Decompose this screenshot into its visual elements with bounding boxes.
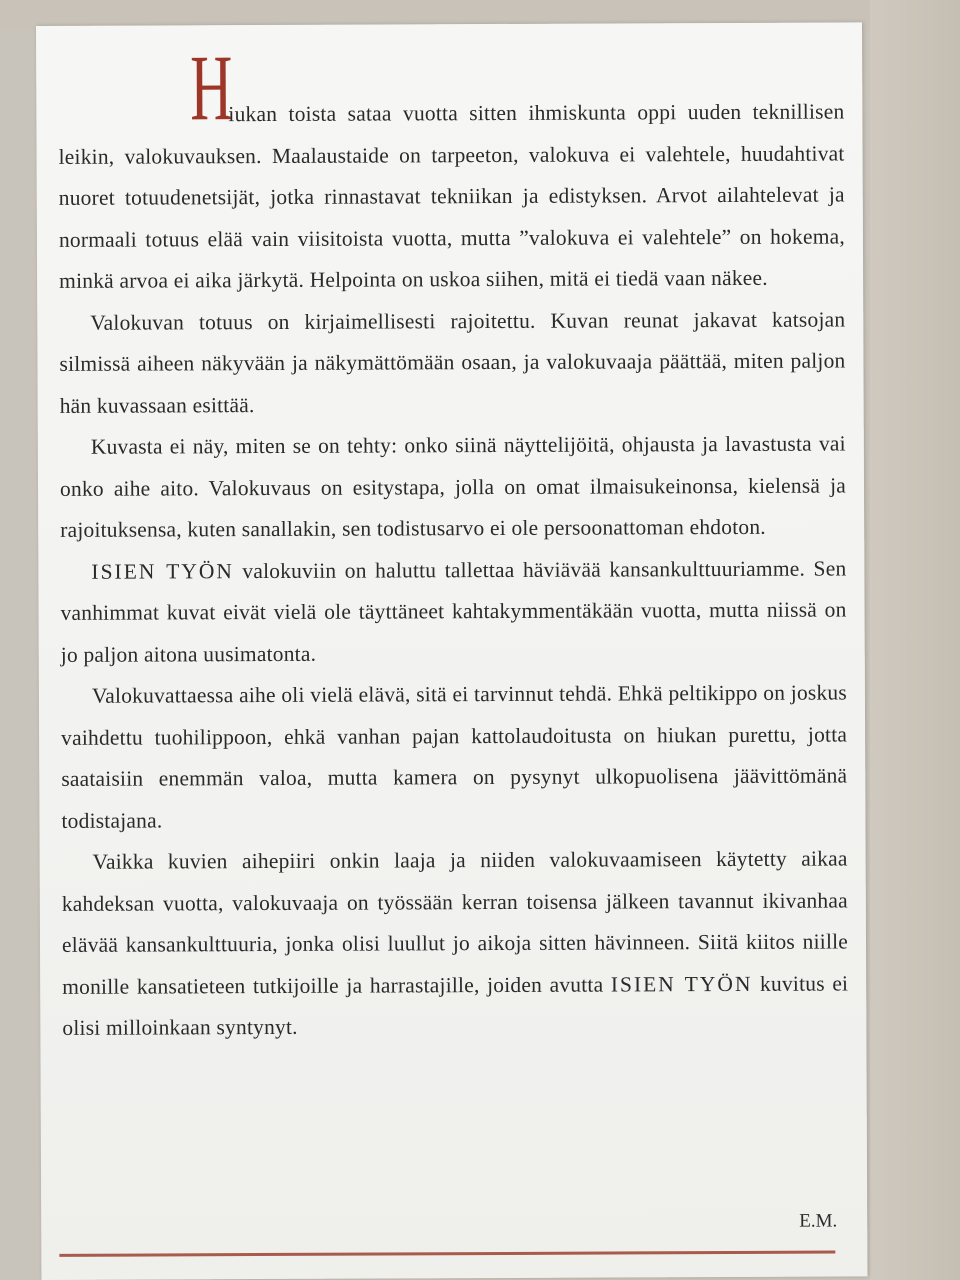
signature: E.M. xyxy=(799,1210,838,1232)
book-title: ISIEN TYÖN xyxy=(610,971,753,997)
paragraph-6-tail: kuvitus ei olisi milloinkaan syntynyt. xyxy=(62,970,849,1040)
paragraph-4-text: valokuviin on haluttu tallettaa häviävää kansankulttuuriamme. Sen vanhimmat kuvat eivät vielä ole täyttäneet kahtakymmentäkään vuotta, mutta niissä on jo paljon aitona uusimatonta. xyxy=(60,555,847,667)
paragraph-1-text: iukan toista sataa vuotta sitten ihmiskunta oppi uuden teknillisen leikin, valokuvauksen. Maalaustaide on tarpeeton, valokuva ei valehtele, huudahtivat nuoret totuudenetsijät, jotka rinnastavat tekniikan ja edistyksen. Arvot ailahtelevat ja normaali totuus elää vain viisitoista vuotta, mutta ”valokuva ei valehtele” on hokema, minkä arvoa ei aika järkytä. Helpointa on uskoa siihen, mitä ei tiedä vaan näkee. xyxy=(58,99,845,293)
book-title: ISIEN TYÖN xyxy=(91,558,234,584)
background-board-right xyxy=(870,0,960,1280)
bottom-rule xyxy=(59,1251,835,1257)
paragraph-5: Valokuvattaessa aihe oli vielä elävä, sitä ei tarvinnut tehdä. Ehkä peltikippo on joskus vaihdettu tuohilippoon, ehkä vanhan pajan kattolaudoitusta on hiukan purettu, jotta saataisiin enemmän valoa, mutta kamera on pysynyt ulkopuolisena jäävittömänä todistajana. xyxy=(61,680,848,833)
paragraph-2: Valokuvan totuus on kirjaimellisesti rajoitettu. Kuvan reunat jakavat katsojan silmissä aiheen näkyvään ja näkymättömään osaan, ja valokuvaaja päättää, miten paljon hän kuvassaan esittää. xyxy=(59,306,846,418)
paragraph-6-text: Vaikka kuvien aihepiiri onkin laaja ja niiden valokuvaamiseen käytetty aikaa kahdeksan vuotta, valokuvaaja on työssään kerran toisensa jälkeen tavannut ikivanhaa elävää kansankulttuuria, jonka olisi luullut jo aikoja sitten hävinneen. Siitä kiitos niille monille kansatieteen tutkijoille ja harrastajille, joiden avutta xyxy=(61,846,849,999)
paragraph-6 xyxy=(62,838,849,1049)
article-body xyxy=(58,36,849,1049)
paragraph-1 xyxy=(58,36,845,302)
paper-sheet xyxy=(36,22,867,1280)
drop-cap: H xyxy=(190,36,233,141)
paragraph-3: Kuvasta ei näy, miten se on tehty: onko siinä näyttelijöitä, ohjausta ja lavastusta vai onko aihe aito. Valokuvaus on esitystapa, jolla on omat ilmaisukeinonsa, kielensä ja rajoituksensa, kuten sanallakin, sen todistusarvo ei ole persoonattoman ehdoton. xyxy=(59,431,847,542)
paragraph-4 xyxy=(60,548,847,676)
